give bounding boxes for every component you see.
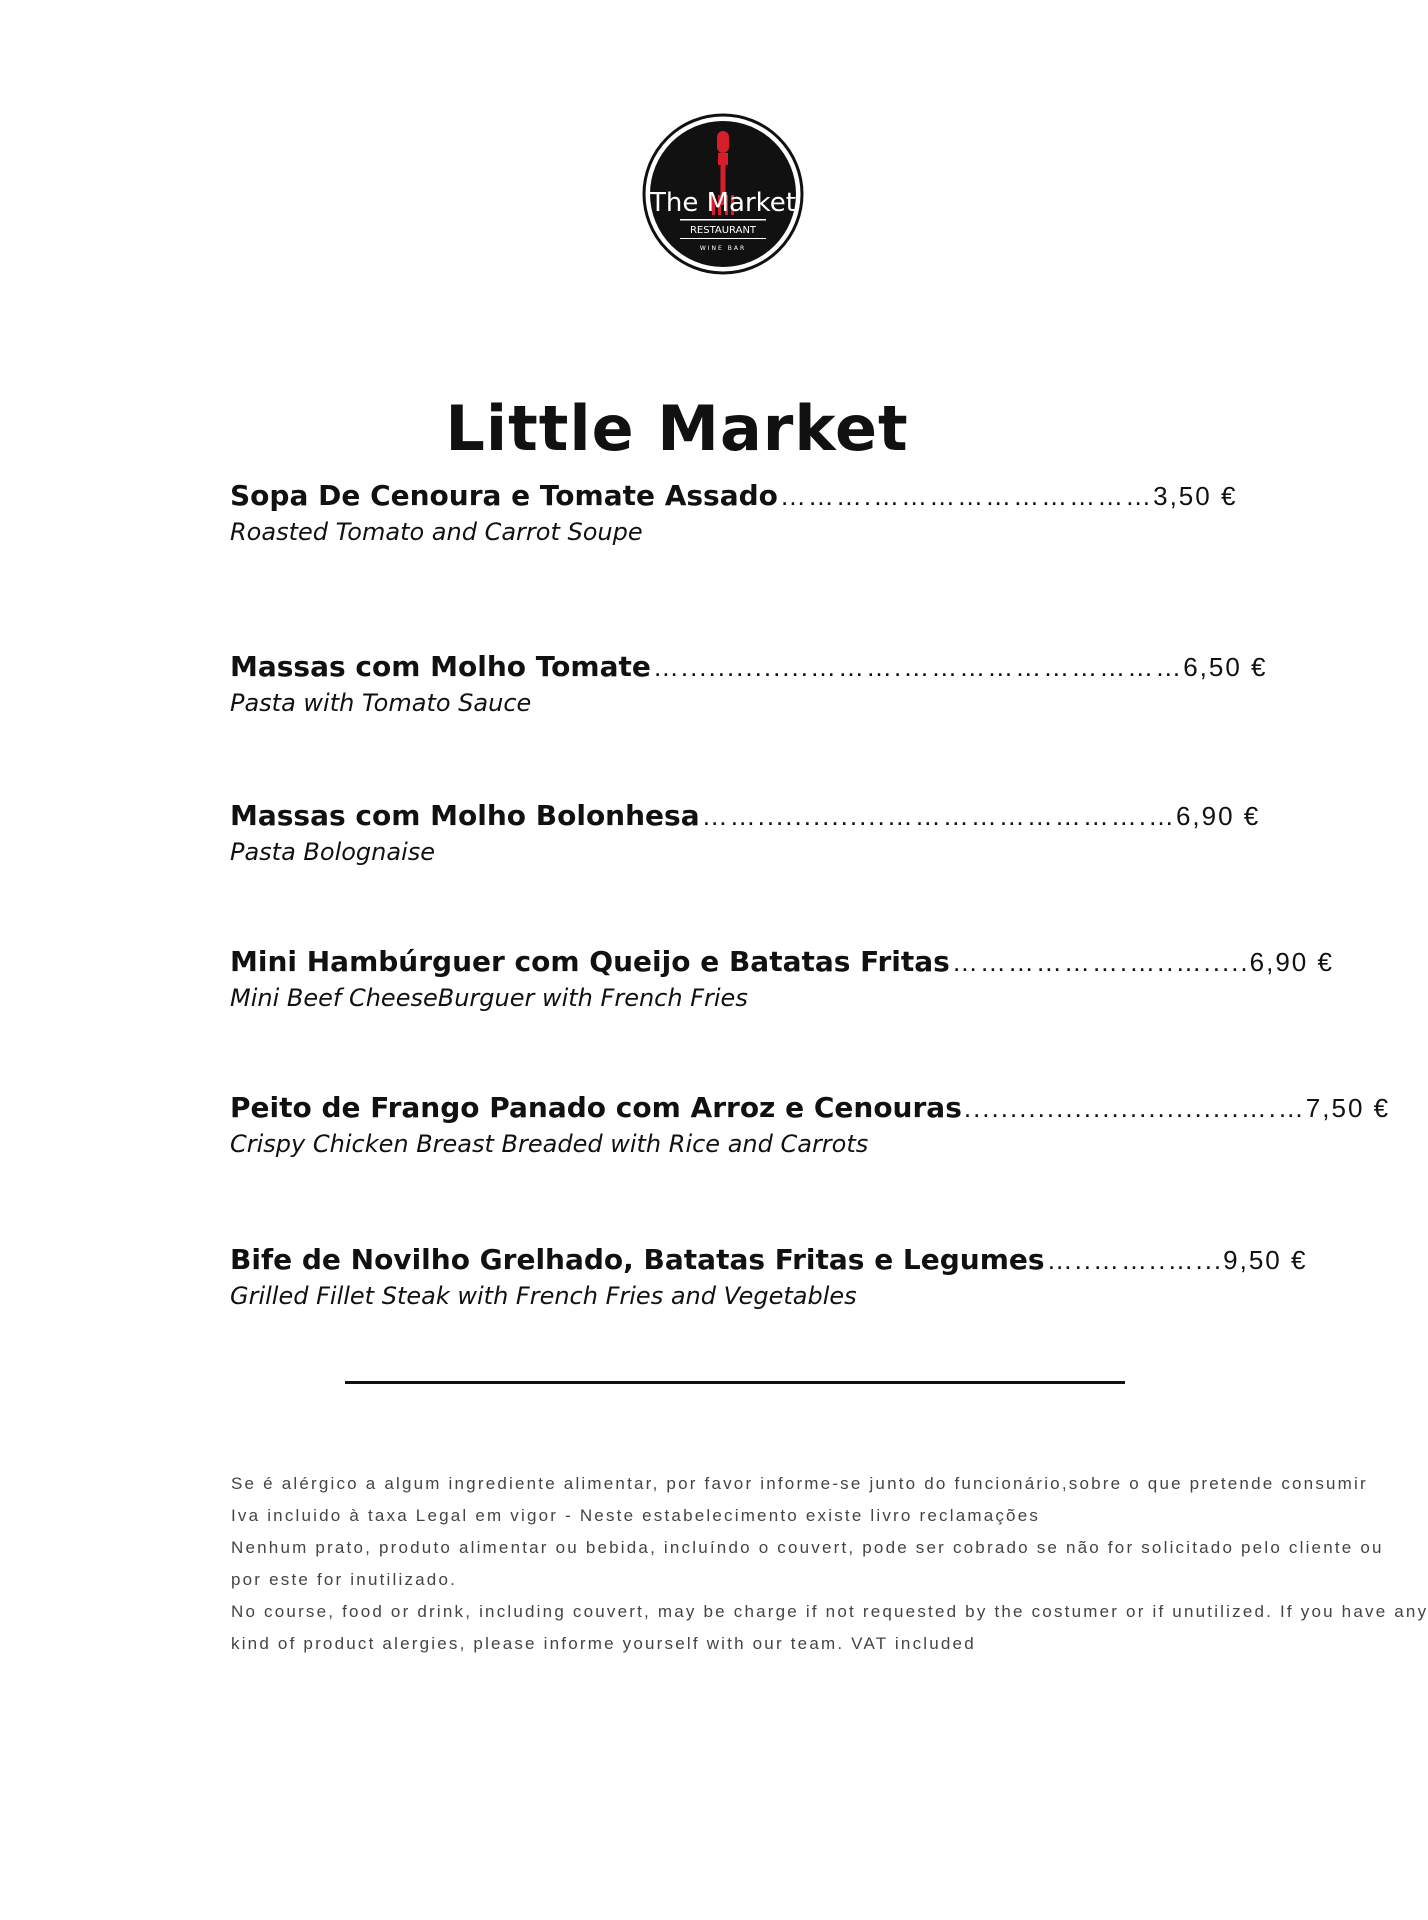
menu-item <box>230 945 1334 1012</box>
charge-note-continued: por este for inutilizado. <box>231 1570 458 1589</box>
menu-item-leader: ..............................….… <box>963 1093 1306 1123</box>
logo-brand-text: The Market <box>650 188 796 218</box>
menu-item <box>230 1091 1391 1158</box>
menu-item-price: 3,50 € <box>1153 481 1238 511</box>
section-divider <box>345 1381 1125 1384</box>
restaurant-logo <box>642 113 804 275</box>
menu-item-line <box>230 799 1261 832</box>
menu-item <box>230 650 1268 717</box>
menu-item-description: Mini Beef CheeseBurguer with French Fries <box>230 984 748 1012</box>
menu-item-line <box>230 650 1268 683</box>
menu-item-name: Sopa De Cenoura e Tomate Assado <box>230 479 778 512</box>
logo-emblem <box>642 113 804 275</box>
menu-item-price: 9,50 € <box>1223 1245 1308 1275</box>
logo-winebar-text: WINE BAR <box>699 245 747 252</box>
menu-item-line <box>230 1243 1308 1276</box>
menu-item-leader: ……..............……………………….… <box>701 801 1176 831</box>
menu-item-description: Grilled Fillet Steak with French Fries and Vegetables <box>230 1282 857 1310</box>
allergy-note: Se é alérgico a algum ingrediente alimentar, por favor informe-se junto do funcionário,sobre o que pretende consumir <box>231 1474 1368 1493</box>
menu-item-description: Roasted Tomato and Carrot Soupe <box>230 518 643 546</box>
menu-item-price: 7,50 € <box>1305 1093 1391 1123</box>
menu-item-leader: ……………….…..…..... <box>951 947 1250 977</box>
menu-item-name: Bife de Novilho Grelhado, Batatas Fritas e Legumes <box>230 1243 1045 1276</box>
menu-item-description: Pasta Bolognaise <box>230 838 436 866</box>
english-note: No course, food or drink, including couvert, may be charge if not requested by the costumer or if unutilized. If you have any <box>231 1602 1428 1621</box>
menu-item <box>230 1243 1308 1310</box>
page-title: Little Market <box>445 392 909 465</box>
menu-item-leader: ……….………………………… <box>779 481 1154 511</box>
menu-item-price: 6,50 € <box>1183 652 1268 682</box>
menu-item-leader: …..............……….………………………… <box>652 652 1184 682</box>
menu-item-name: Massas com Molho Bolonhesa <box>230 799 700 832</box>
menu-item-description: Pasta with Tomato Sauce <box>230 689 532 717</box>
menu-item-line <box>230 479 1250 512</box>
menu-item-name: Mini Hambúrguer com Queijo e Batatas Fritas <box>230 945 950 978</box>
menu-item-price: 6,90 € <box>1249 947 1334 977</box>
footer-notes <box>231 1468 1428 1660</box>
menu-item-name: Massas com Molho Tomate <box>230 650 651 683</box>
menu-item <box>230 479 1250 546</box>
menu-item-line <box>230 945 1334 978</box>
menu-item-line <box>230 1091 1391 1124</box>
menu-item-leader: …..……..…... <box>1046 1245 1224 1275</box>
menu-item-price: 6,90 € <box>1175 801 1261 831</box>
logo-restaurant-text: RESTAURANT <box>689 225 757 236</box>
menu-item <box>230 799 1261 866</box>
vat-note: Iva incluido à taxa Legal em vigor - Neste estabelecimento existe livro reclamações <box>231 1506 1041 1525</box>
menu-item-description: Crispy Chicken Breast Breaded with Rice and Carrots <box>230 1130 869 1158</box>
charge-note: Nenhum prato, produto alimentar ou bebida, incluíndo o couvert, pode ser cobrado se não for solicitado pelo cliente ou <box>231 1538 1384 1557</box>
english-note-continued: kind of product alergies, please informe yourself with our team. VAT included <box>231 1634 976 1653</box>
menu-item-name: Peito de Frango Panado com Arroz e Cenouras <box>230 1091 962 1124</box>
